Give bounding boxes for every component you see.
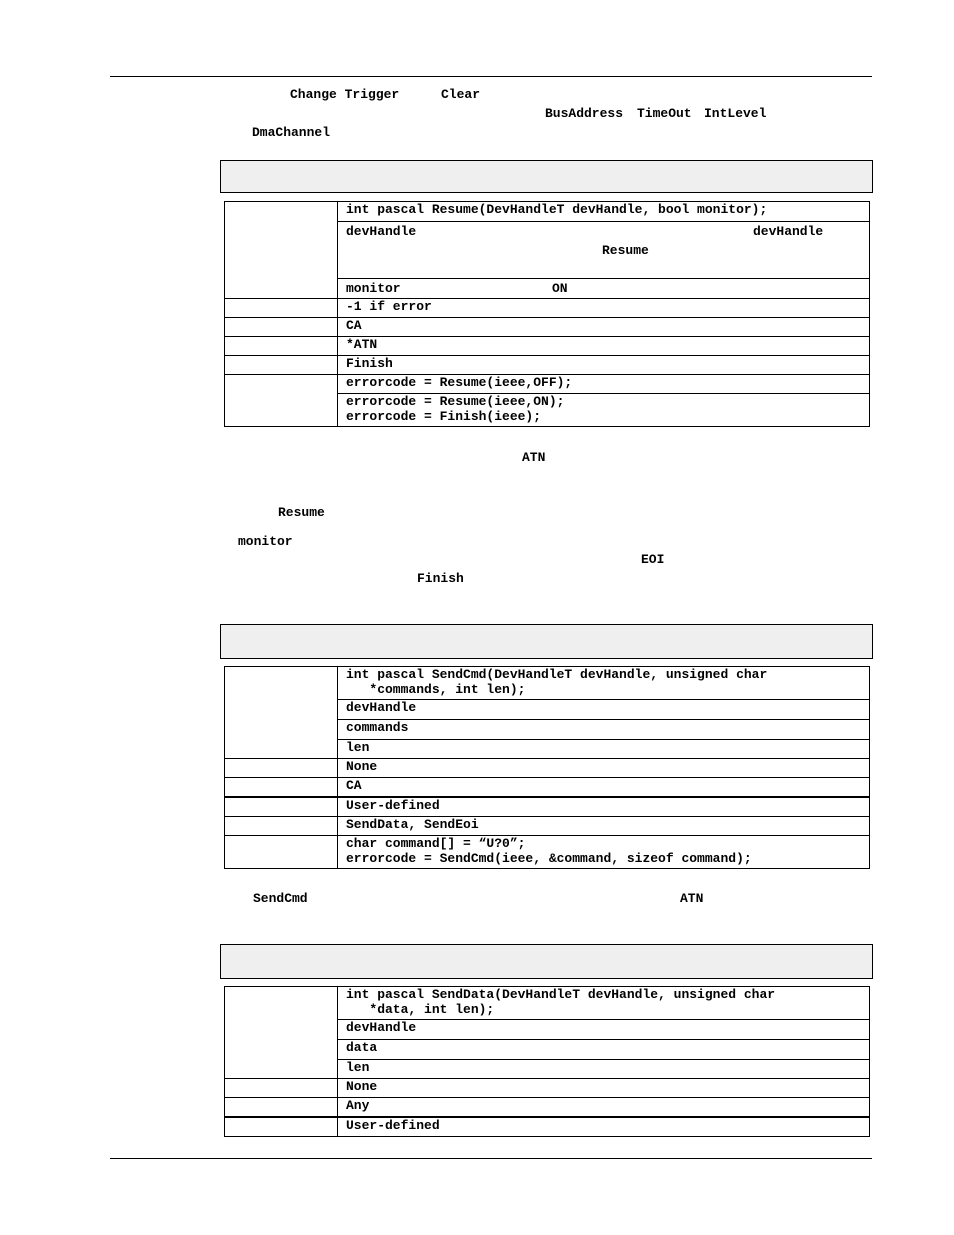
- sendcmd-returns: None: [338, 759, 870, 778]
- resume-see-also: Finish: [338, 356, 870, 375]
- sendcmd-syntax-label-cell: [225, 667, 338, 759]
- senddata-function-table: [224, 986, 870, 1137]
- resume-param-resume-ref: Resume: [602, 243, 649, 258]
- resume-param-devhandle-ref: devHandle: [753, 224, 824, 239]
- senddata-bus-states-label-cell: [225, 1117, 338, 1137]
- senddata-syntax-line-1: int pascal SendData(DevHandleT devHandle, unsigned char: [346, 987, 776, 1002]
- resume-bus-states-label-cell: [225, 337, 338, 356]
- intro-timeout: TimeOut: [637, 106, 692, 121]
- sendcmd-param-devhandle: devHandle: [338, 700, 870, 720]
- resume-section-header: [220, 160, 873, 193]
- resume-note-resume: Resume: [278, 505, 325, 520]
- intro-dmachannel: DmaChannel: [252, 125, 331, 140]
- resume-example-1: errorcode = Resume(ieee,OFF);: [338, 375, 870, 394]
- resume-returns: -1 if error: [338, 299, 870, 318]
- senddata-syntax-label-cell: [225, 987, 338, 1079]
- sendcmd-example: [338, 836, 870, 869]
- sendcmd-note-sendcmd: SendCmd: [253, 891, 308, 906]
- sendcmd-returns-label-cell: [225, 759, 338, 778]
- sendcmd-mode-label-cell: [225, 778, 338, 797]
- resume-bus-states: *ATN: [338, 337, 870, 356]
- senddata-returns: None: [338, 1079, 870, 1098]
- resume-mode-label-cell: [225, 318, 338, 337]
- sendcmd-syntax: [338, 667, 870, 700]
- resume-param-devhandle-name: devHandle: [346, 224, 417, 239]
- header-rule: [110, 76, 872, 77]
- intro-clear: Clear: [441, 87, 481, 102]
- resume-note-atn: ATN: [522, 450, 546, 465]
- resume-note-finish: Finish: [417, 571, 464, 586]
- resume-note-monitor: monitor: [238, 534, 293, 549]
- resume-param-devhandle: [338, 222, 870, 279]
- senddata-param-data: data: [338, 1040, 870, 1060]
- sendcmd-mode: CA: [338, 778, 870, 797]
- resume-example-2: [338, 394, 870, 427]
- sendcmd-see-also: SendData, SendEoi: [338, 817, 870, 836]
- footer-rule: [110, 1158, 872, 1159]
- resume-example-2-line-1: errorcode = Resume(ieee,ON);: [346, 394, 565, 409]
- sendcmd-see-also-label-cell: [225, 817, 338, 836]
- sendcmd-param-len: len: [338, 740, 870, 759]
- resume-function-table: [224, 201, 870, 427]
- intro-busaddress: BusAddress: [545, 106, 624, 121]
- sendcmd-example-line-2: errorcode = SendCmd(ieee, &command, sizeof command);: [346, 851, 752, 866]
- sendcmd-function-table: [224, 666, 870, 869]
- sendcmd-examples-label-cell: [225, 836, 338, 869]
- sendcmd-example-line-1: char command[] = “U?0”;: [346, 836, 526, 851]
- sendcmd-syntax-line-2: *commands, int len);: [346, 682, 526, 697]
- senddata-mode: Any: [338, 1098, 870, 1117]
- senddata-syntax-line-2: *data, int len);: [346, 1002, 495, 1017]
- resume-example-2-line-2: errorcode = Finish(ieee);: [346, 409, 542, 424]
- resume-param-monitor-name: monitor: [346, 281, 401, 296]
- intro-intlevel: IntLevel: [704, 106, 767, 121]
- resume-syntax-label-cell: [225, 202, 338, 299]
- sendcmd-bus-states-label-cell: [225, 797, 338, 817]
- resume-see-also-label-cell: [225, 356, 338, 375]
- sendcmd-bus-states: User-defined: [338, 797, 870, 817]
- intro-change-trigger: Change Trigger: [290, 87, 400, 102]
- sendcmd-syntax-line-1: int pascal SendCmd(DevHandleT devHandle, unsigned char: [346, 667, 768, 682]
- resume-returns-label-cell: [225, 299, 338, 318]
- senddata-mode-label-cell: [225, 1098, 338, 1117]
- senddata-param-len: len: [338, 1060, 870, 1079]
- senddata-bus-states: User-defined: [338, 1117, 870, 1137]
- resume-param-on-value: ON: [552, 281, 568, 296]
- senddata-param-devhandle: devHandle: [338, 1020, 870, 1040]
- senddata-section-header: [220, 944, 873, 979]
- resume-param-monitor: [338, 279, 870, 299]
- senddata-returns-label-cell: [225, 1079, 338, 1098]
- resume-syntax: int pascal Resume(DevHandleT devHandle, bool monitor);: [338, 202, 870, 222]
- resume-examples-label-cell: [225, 375, 338, 427]
- sendcmd-section-header: [220, 624, 873, 659]
- sendcmd-param-commands: commands: [338, 720, 870, 740]
- sendcmd-note-atn: ATN: [680, 891, 704, 906]
- senddata-syntax: [338, 987, 870, 1020]
- resume-mode: CA: [338, 318, 870, 337]
- resume-note-eoi: EOI: [641, 552, 665, 567]
